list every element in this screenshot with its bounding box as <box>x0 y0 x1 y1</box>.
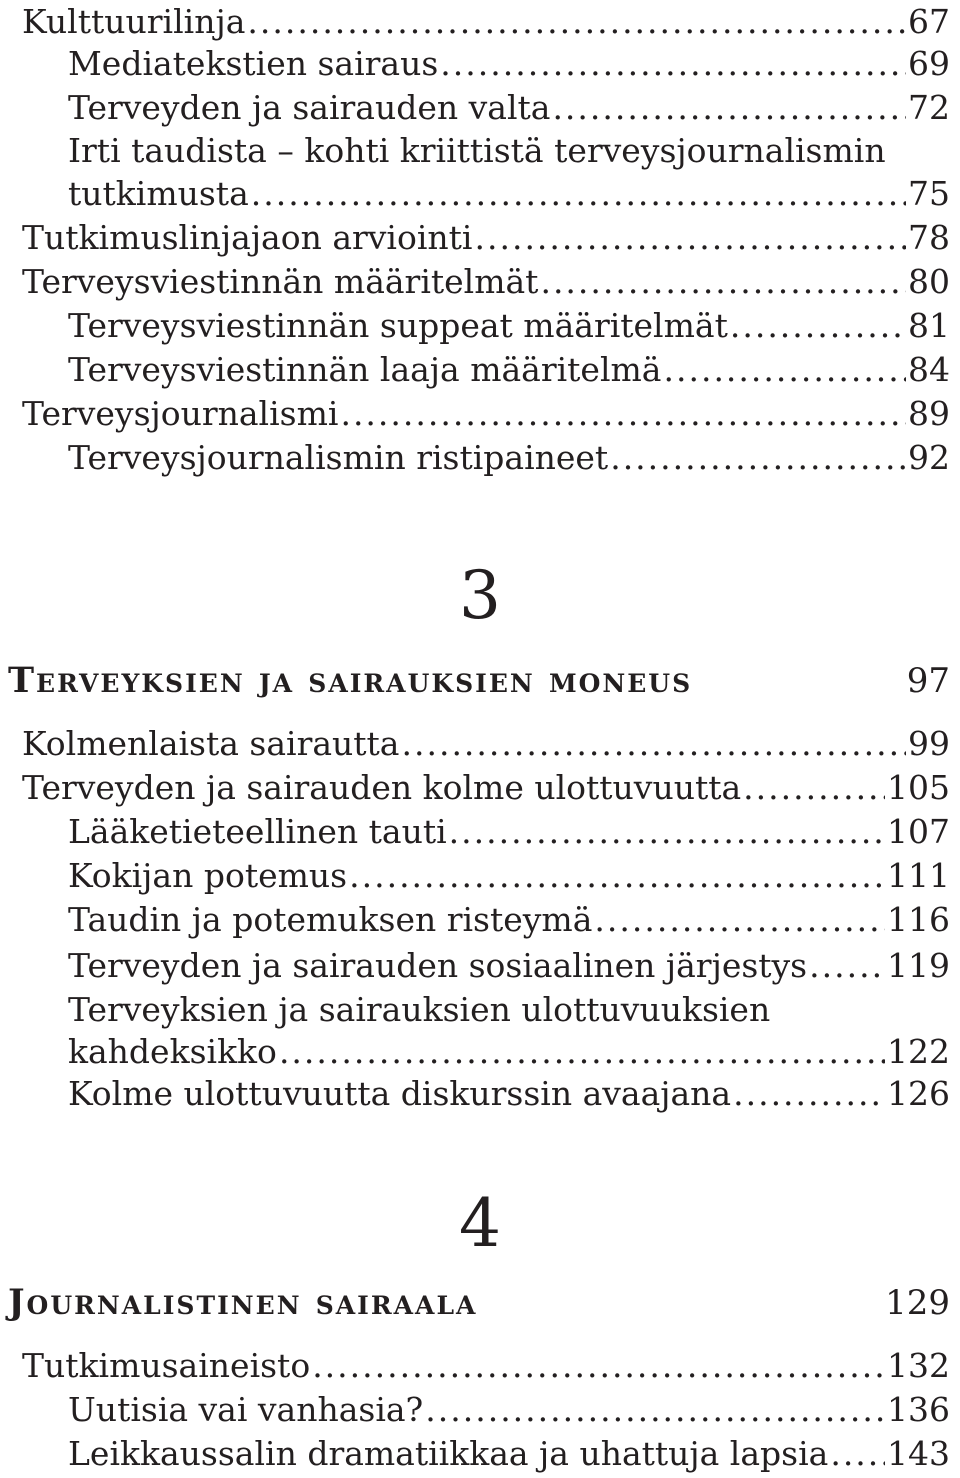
toc-entry-page: 78 <box>908 218 950 257</box>
toc-entry-title: Kulttuurilinja <box>22 2 246 41</box>
toc-entry <box>68 172 950 216</box>
toc-entry <box>68 1072 950 1116</box>
toc-entry-title: Terveyden ja sairauden sosiaalinen järjestys <box>68 946 808 985</box>
toc-entry-page: 69 <box>908 44 950 83</box>
toc-entry-page: 136 <box>887 1390 950 1429</box>
toc-entry-title: Leikkaussalin dramatiikkaa ja uhattuja lapsia <box>68 1434 829 1473</box>
toc-leader-dots <box>251 172 906 216</box>
toc-entry <box>68 436 950 480</box>
toc-entry-title: Terveyden ja sairauden valta <box>68 88 551 127</box>
toc-entry <box>22 722 950 766</box>
toc-entry-title-line1: Terveyksien ja sairauksien ulottuvuuksien <box>68 990 771 1029</box>
toc-entry-title: Kokijan potemus <box>68 856 348 895</box>
toc-entry <box>22 0 950 44</box>
toc-leader-dots <box>449 810 885 854</box>
toc-leader-dots <box>247 0 906 44</box>
toc-entry-title: Tutkimusaineisto <box>22 1346 311 1385</box>
toc-leader-dots <box>552 86 906 130</box>
toc-entry-title: Kolmenlaista sairautta <box>22 724 400 763</box>
toc-leader-dots <box>663 348 906 392</box>
toc-leader-dots <box>425 1388 885 1432</box>
toc-entry-page: 75 <box>908 174 950 213</box>
toc-entry-page: 143 <box>887 1434 950 1473</box>
toc-leader-dots <box>340 392 906 436</box>
toc-entry <box>68 944 950 988</box>
toc-entry <box>68 898 950 942</box>
toc-leader-dots <box>830 1432 885 1476</box>
toc-entry-title: kahdeksikko <box>68 1032 277 1071</box>
toc-entry-page: 67 <box>908 2 950 41</box>
toc-leader-dots <box>809 944 885 988</box>
toc-entry-page: 122 <box>887 1032 950 1071</box>
toc-leader-dots <box>349 854 885 898</box>
toc-leader-dots <box>730 304 906 348</box>
toc-entry <box>22 216 950 260</box>
toc-entry-page: 116 <box>887 900 950 939</box>
chapter-heading <box>8 1278 950 1328</box>
toc-entry-page: 89 <box>908 394 950 433</box>
toc-entry-title: Terveysjournalismin ristipaineet <box>68 438 609 477</box>
toc-entry-title: Lääketieteellinen tauti <box>68 812 447 851</box>
toc-entry-page: 72 <box>908 88 950 127</box>
chapter-page: 129 <box>885 1283 950 1323</box>
toc-entry-title: Tutkimuslinjajaon arviointi <box>22 218 473 257</box>
toc-entry <box>68 1432 950 1476</box>
toc-entry-page: 107 <box>887 812 950 851</box>
toc-leader-dots <box>594 898 885 942</box>
toc-entry-page: 126 <box>887 1074 950 1113</box>
toc-entry-page: 111 <box>887 856 950 895</box>
toc-leader-dots <box>401 722 906 766</box>
toc-leader-dots <box>610 436 906 480</box>
chapter-number: 4 <box>459 1185 501 1262</box>
chapter-page: 97 <box>906 661 950 701</box>
toc-entry <box>22 766 950 810</box>
toc-entry-title: Terveysviestinnän laaja määritelmä <box>68 350 662 389</box>
toc-entry-title: Terveysjournalismi <box>22 394 339 433</box>
toc-entry-title: Mediatekstien sairaus <box>68 44 439 83</box>
toc-leader-dots <box>474 216 906 260</box>
toc-leader-dots <box>312 1344 885 1388</box>
toc-entry <box>22 392 950 436</box>
toc-entry-title: Uutisia vai vanhasia? <box>68 1390 424 1429</box>
toc-entry <box>68 1388 950 1432</box>
toc-leader-dots <box>743 766 885 810</box>
toc-entry-title: Terveysviestinnän määritelmät <box>22 262 539 301</box>
toc-entry <box>22 1344 950 1388</box>
toc-entry-title-line1: Irti taudista – kohti kriittistä terveysjournalismin <box>68 131 886 170</box>
toc-entry-title: Kolme ulottuvuutta diskurssin avaajana <box>68 1074 732 1113</box>
toc-entry-page: 81 <box>908 306 950 345</box>
toc-entry-page: 99 <box>908 724 950 763</box>
toc-entry <box>68 854 950 898</box>
chapter-title: Terveyksien ja sairauksien moneus <box>8 660 693 701</box>
chapter-heading <box>8 656 950 706</box>
toc-entry <box>68 348 950 392</box>
toc-entry-page: 119 <box>887 946 950 985</box>
toc-entry <box>68 86 950 130</box>
toc-leader-dots <box>440 42 906 86</box>
toc-leader-dots <box>540 260 906 304</box>
toc-leader-dots <box>733 1072 885 1116</box>
toc-entry-page: 84 <box>908 350 950 389</box>
toc-leader-dots <box>279 1030 885 1074</box>
toc-entry <box>68 42 950 86</box>
toc-entry-page: 80 <box>908 262 950 301</box>
chapter-title: Journalistinen sairaala <box>8 1282 478 1323</box>
toc-entry-page: 92 <box>908 438 950 477</box>
toc-entry <box>22 260 950 304</box>
toc-entry-title: Terveyden ja sairauden kolme ulottuvuutta <box>22 768 742 807</box>
toc-entry-page: 132 <box>887 1346 950 1385</box>
toc-entry-title: tutkimusta <box>68 174 249 213</box>
toc-entry <box>68 810 950 854</box>
chapter-number: 3 <box>459 557 501 634</box>
toc-entry-page: 105 <box>887 768 950 807</box>
toc-entry <box>68 304 950 348</box>
toc-entry-title: Taudin ja potemuksen risteymä <box>68 900 593 939</box>
toc-entry-title: Terveysviestinnän suppeat määritelmät <box>68 306 728 345</box>
toc-entry <box>68 1030 950 1074</box>
